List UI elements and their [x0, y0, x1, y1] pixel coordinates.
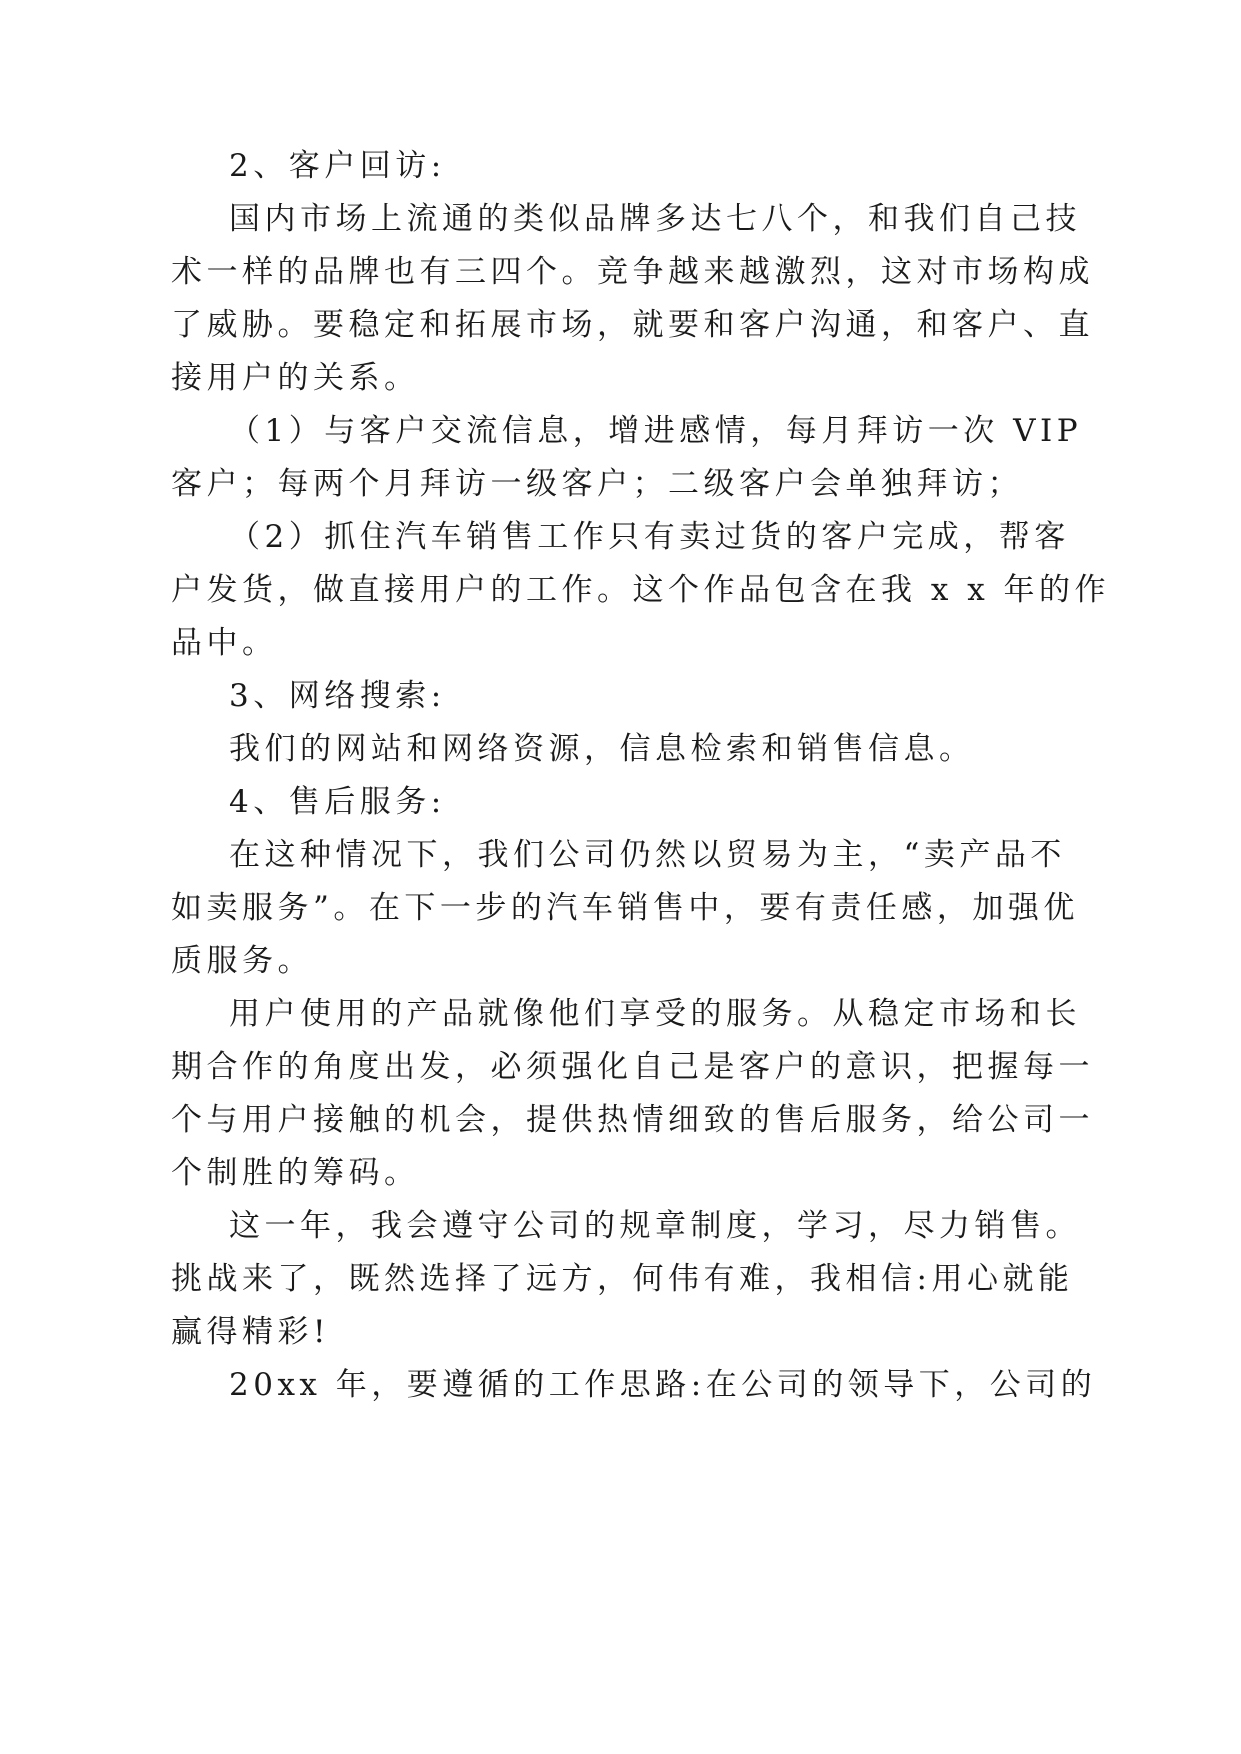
paragraph-line: 赢得精彩!: [171, 1314, 330, 1350]
heading-web-search: 3、网络搜索:: [229, 678, 446, 714]
list-item-line: 户发货，做直接用户的工作。这个作品包含在我 x x 年的作: [171, 572, 1111, 608]
paragraph-line: 我们的网站和网络资源，信息检索和销售信息。: [229, 731, 975, 767]
paragraph-line: 20xx 年，要遵循的工作思路:在公司的领导下，公司的: [229, 1367, 1097, 1403]
paragraph-line: 如卖服务”。在下一步的汽车销售中，要有责任感，加强优: [171, 890, 1079, 926]
paragraph-line: 个制胜的筹码。: [171, 1155, 420, 1191]
paragraph-line: 挑战来了，既然选择了远方，何伟有难，我相信:用心就能: [171, 1261, 1074, 1297]
list-item-line: （1）与客户交流信息，增进感情，每月拜访一次 VIP: [229, 413, 1083, 449]
list-item-line: 品中。: [171, 625, 278, 661]
paragraph-line: 术一样的品牌也有三四个。竞争越来越激烈，这对市场构成: [171, 254, 1094, 290]
list-item-line: 客户；每两个月拜访一级客户；二级客户会单独拜访；: [171, 466, 1023, 502]
paragraph-line: 期合作的角度出发，必须强化自己是客户的意识，把握每一: [171, 1049, 1094, 1085]
paragraph-line: 这一年，我会遵守公司的规章制度，学习，尽力销售。: [229, 1208, 1081, 1244]
paragraph-line: 接用户的关系。: [171, 360, 420, 396]
paragraph-line: 了威胁。要稳定和拓展市场，就要和客户沟通，和客户、直: [171, 307, 1094, 343]
paragraph-line: 用户使用的产品就像他们享受的服务。从稳定市场和长: [229, 996, 1081, 1032]
paragraph-line: 质服务。: [171, 943, 313, 979]
heading-customer-visit: 2、客户回访:: [229, 148, 446, 184]
heading-after-sales: 4、售后服务:: [229, 784, 446, 820]
paragraph-line: 个与用户接触的机会，提供热情细致的售后服务，给公司一: [171, 1102, 1094, 1138]
list-item-line: （2）抓住汽车销售工作只有卖过货的客户完成，帮客: [229, 519, 1070, 555]
paragraph-line: 国内市场上流通的类似品牌多达七八个，和我们自己技: [229, 201, 1081, 237]
paragraph-line: 在这种情况下，我们公司仍然以贸易为主，“卖产品不: [229, 837, 1066, 873]
